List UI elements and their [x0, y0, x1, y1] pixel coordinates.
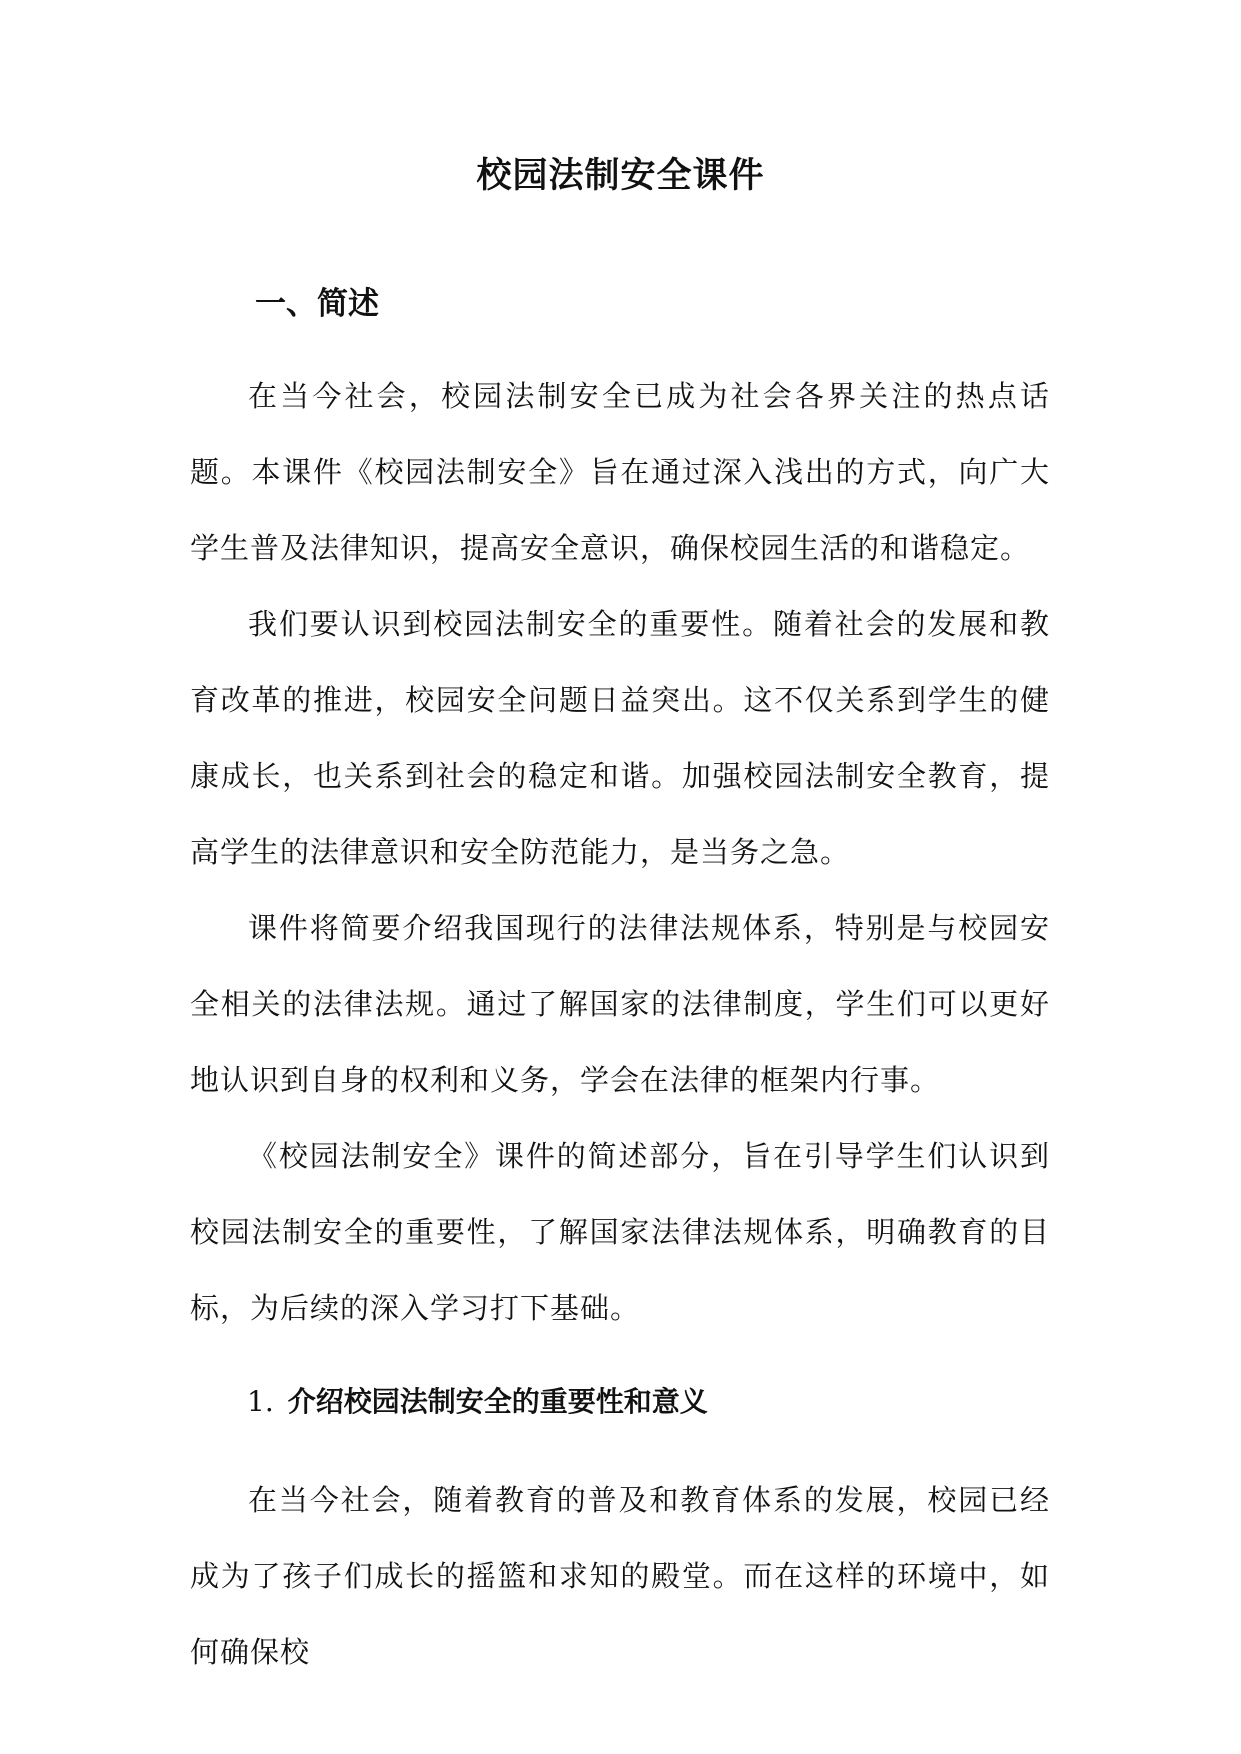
subheading-number: 1.	[247, 1385, 274, 1418]
paragraph-3: 课件将简要介绍我国现行的法律法规体系，特别是与校园安全相关的法律法规。通过了解国家的法律制度，学生们可以更好地认识到自身的权利和义务，学会在法律的框架内行事。	[190, 911, 1050, 1097]
paragraph-5: 在当今社会，随着教育的普及和教育体系的发展，校园已经成为了孩子们成长的摇篮和求知的殿堂。而在这样的环境中，如何确保校	[190, 1483, 1050, 1669]
section-heading: 一、简述	[255, 286, 379, 322]
paragraph-2: 我们要认识到校园法制安全的重要性。随着社会的发展和教育改革的推进，校园安全问题日益突出。这不仅关系到学生的健康成长，也关系到社会的稳定和谐。加强校园法制安全教育，提高学生的法律意识和安全防范能力，是当务之急。	[190, 607, 1050, 869]
subheading	[247, 1382, 708, 1422]
document-title: 校园法制安全课件	[476, 156, 765, 196]
subheading-text: 介绍校园法制安全的重要性和意义	[287, 1385, 708, 1418]
paragraph-4: 《校园法制安全》课件的简述部分，旨在引导学生们认识到校园法制安全的重要性，了解国家法律法规体系，明确教育的目标，为后续的深入学习打下基础。	[190, 1139, 1050, 1325]
paragraph-1: 在当今社会，校园法制安全已成为社会各界关注的热点话题。本课件《校园法制安全》旨在通过深入浅出的方式，向广大学生普及法律知识，提高安全意识，确保校园生活的和谐稳定。	[190, 379, 1050, 565]
